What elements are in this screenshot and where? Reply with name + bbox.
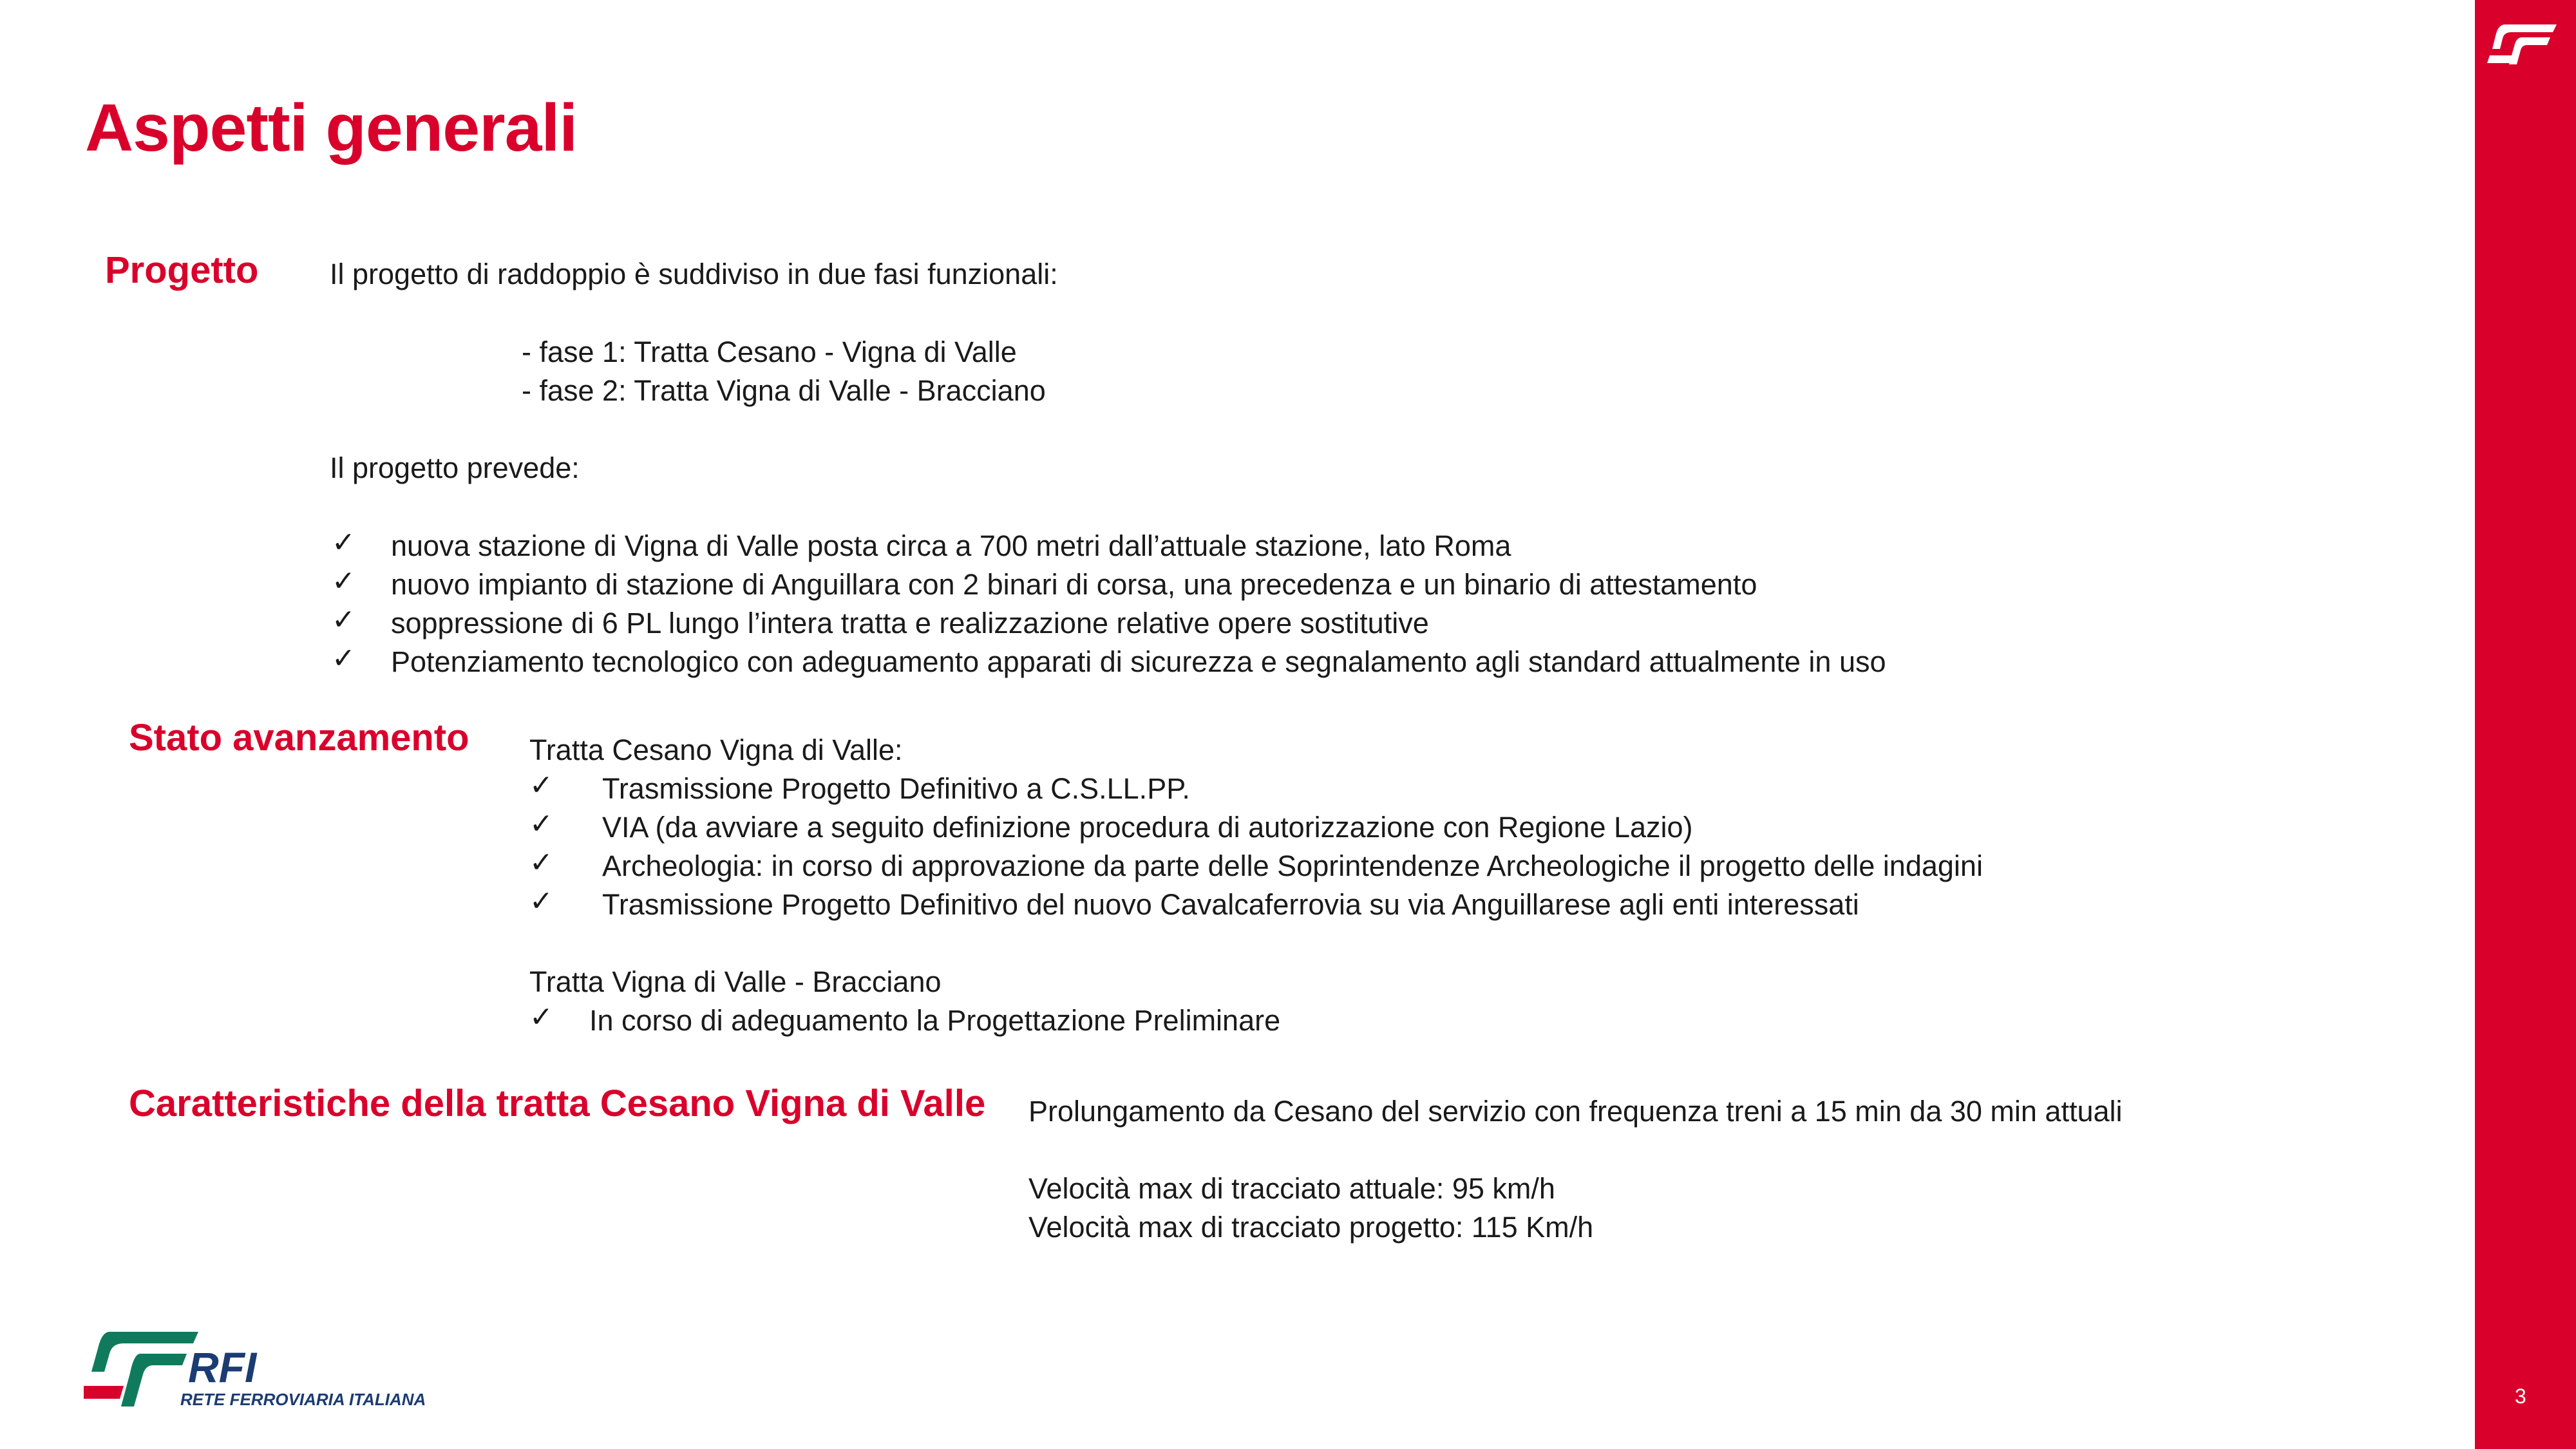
- check-icon: ✓: [332, 527, 355, 558]
- check-icon: ✓: [332, 604, 355, 636]
- brand-sidebar: [2475, 0, 2576, 1449]
- page-title: Aspetti generali: [85, 91, 578, 166]
- check-icon: ✓: [529, 1001, 553, 1033]
- tratta1-item: Trasmissione Progetto Definitivo del nuovo Cavalcaferrovia su via Anguillarese agli enti interessati: [602, 888, 1859, 921]
- tratta1-item: Trasmissione Progetto Definitivo a C.S.LL.PP.: [602, 772, 1190, 805]
- rfi-tagline: RETE FERROVIARIA ITALIANA: [180, 1390, 426, 1409]
- phase-1: - fase 1: Tratta Cesano - Vigna di Valle: [522, 336, 1017, 368]
- check-icon: ✓: [529, 886, 553, 917]
- check-icon: ✓: [332, 565, 355, 597]
- progetto-heading: Progetto: [105, 249, 259, 291]
- check-icon: ✓: [332, 643, 355, 674]
- tratta1-item: Archeologia: in corso di approvazione da parte delle Soprintendenze Archeologiche il progetto delle indagini: [602, 849, 1983, 882]
- caratteristiche-line: Velocità max di tracciato progetto: 115 Km/h: [1028, 1211, 1594, 1244]
- rfi-logo: [84, 1327, 470, 1410]
- tratta1-title: Tratta Cesano Vigna di Valle:: [529, 734, 903, 766]
- progetto-intro: Il progetto di raddoppio è suddiviso in due fasi funzionali:: [330, 258, 1058, 290]
- progetto-prevede: Il progetto prevede:: [330, 451, 580, 484]
- tratta2-title: Tratta Vigna di Valle - Bracciano: [529, 965, 942, 998]
- check-icon: ✓: [529, 770, 553, 801]
- progetto-item: nuova stazione di Vigna di Valle posta circa a 700 metri dall’attuale stazione, lato Roma: [391, 529, 1511, 562]
- page-number: 3: [2515, 1385, 2526, 1408]
- tratta1-item: VIA (da avviare a seguito definizione procedura di autorizzazione con Regione Lazio): [602, 811, 1693, 844]
- progetto-item: Potenziamento tecnologico con adeguamento apparati di sicurezza e segnalamento agli standard attualmente in uso: [391, 645, 1886, 678]
- rfi-wordmark: RFI: [188, 1343, 257, 1391]
- check-icon: ✓: [529, 808, 553, 840]
- stato-heading: Stato avanzamento: [129, 717, 469, 759]
- progetto-item: nuovo impianto di stazione di Anguillara con 2 binari di corsa, una precedenza e un binario di attestamento: [391, 568, 1757, 601]
- progetto-item: soppressione di 6 PL lungo l’intera tratta e realizzazione relative opere sostitutive: [391, 607, 1429, 639]
- caratteristiche-line: Prolungamento da Cesano del servizio con frequenza treni a 15 min da 30 min attuali: [1028, 1095, 2123, 1128]
- caratteristiche-heading: Caratteristiche della tratta Cesano Vigna di Valle: [129, 1083, 986, 1124]
- phase-2: - fase 2: Tratta Vigna di Valle - Bracciano: [522, 374, 1046, 407]
- fs-logo-icon: [2487, 18, 2564, 70]
- caratteristiche-line: Velocità max di tracciato attuale: 95 km/h: [1028, 1172, 1555, 1205]
- check-icon: ✓: [529, 847, 553, 878]
- tratta2-item: In corso di adeguamento la Progettazione Preliminare: [589, 1004, 1281, 1037]
